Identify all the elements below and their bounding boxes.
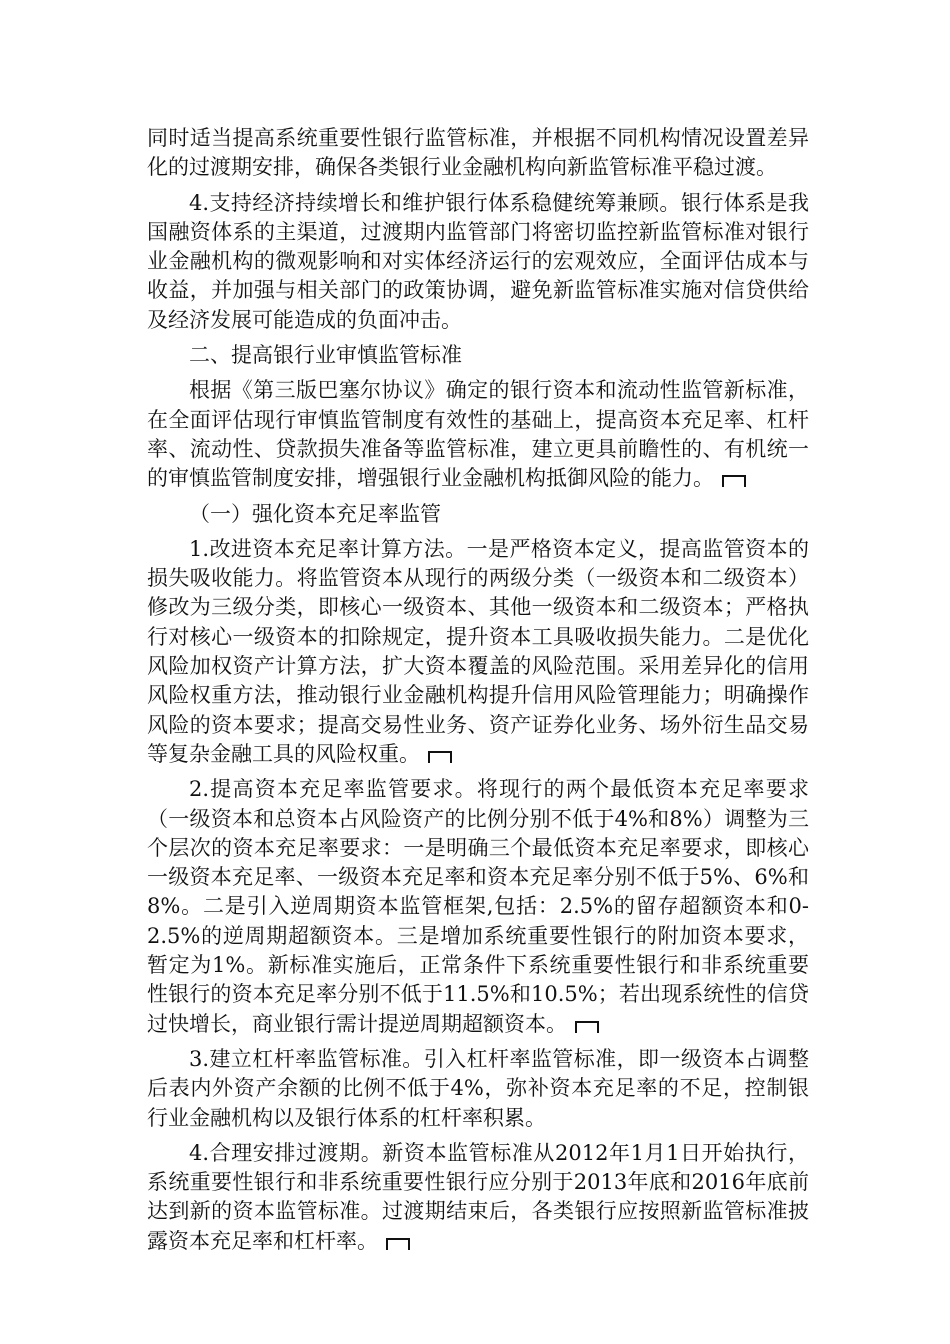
paragraph: 4.支持经济持续增长和维护银行体系稳健统筹兼顾。银行体系是我国融资体系的主渠道，过渡期内监管部门将密切监控新监管标准对银行业金融机构的微观影响和对实体经济运行的宏观效应，全面评估成本与收益，并加强与相关部门的政策协调，避免新监管标准实施对信贷供给及经济发展可能造成的负面冲击。 [147,190,809,332]
paragraph: 同时适当提高系统重要性银行监管标准，并根据不同机构情况设置差异化的过渡期安排，确保各类银行业金融机构向新监管标准平稳过渡。 [147,126,809,180]
bracket-mark-icon [575,1021,599,1033]
paragraph: 4.合理安排过渡期。新资本监管标准从2012年1月1日开始执行，系统重要性银行和非系统重要性银行应分别于2013年底和2016年底前达到新的资本监管标准。过渡期结束后，各类银行应按照新监管标准披露资本充足率和杠杆率。 [147,1140,809,1253]
section-heading: 二、提高银行业审慎监管标准 [189,343,462,368]
paragraph: 1.改进资本充足率计算方法。一是严格资本定义，提高监管资本的损失吸收能力。将监管资本从现行的两级分类（一级资本和二级资本）修改为三级分类，即核心一级资本、其他一级资本和二级资本；严格执行对核心一级资本的扣除规定，提升资本工具吸收损失能力。二是优化风险加权资产计算方法，扩大资本覆盖的风险范围。采用差异化的信用风险权重方法，推动银行业金融机构提升信用风险管理能力；明确操作风险的资本要求；提高交易性业务、资产证券化业务、场外衍生品交易等复杂金融工具的风险权重。 [147,536,809,766]
paragraph: 3.建立杠杆率监管标准。引入杠杆率监管标准，即一级资本占调整后表内外资产余额的比例不低于4%，弥补资本充足率的不足，控制银行业金融机构以及银行体系的杠杆率积累。 [147,1046,809,1130]
bracket-mark-icon [722,475,746,487]
bracket-mark-icon [428,751,452,763]
paragraph: 根据《第三版巴塞尔协议》确定的银行资本和流动性监管新标准，在全面评估现行审慎监管制度有效性的基础上，提高资本充足率、杠杆率、流动性、贷款损失准备等监管标准，建立更具前瞻性的、有机统一的审慎监管制度安排，增强银行业金融机构抵御风险的能力。 [147,378,809,491]
paragraph: 2.提高资本充足率监管要求。将现行的两个最低资本充足率要求（一级资本和总资本占风险资产的比例分别不低于4%和8%）调整为三个层次的资本充足率要求：一是明确三个最低资本充足率要求，即核心一级资本充足率、一级资本充足率和资本充足率分别不低于5%、6%和8%。二是引入逆周期资本监管框架,包括：2.5%的留存超额资本和0-2.5%的逆周期超额资本。三是增加系统重要性银行的附加资本要求，暂定为1%。新标准实施后，正常条件下系统重要性银行和非系统重要性银行的资本充足率分别不低于11.5%和10.5%；若出现系统性的信贷过快增长，商业银行需计提逆周期超额资本。 [147,777,809,1036]
document-body [147,124,809,1262]
subsection-heading: （一）强化资本充足率监管 [189,501,441,526]
bracket-mark-icon [386,1238,410,1250]
